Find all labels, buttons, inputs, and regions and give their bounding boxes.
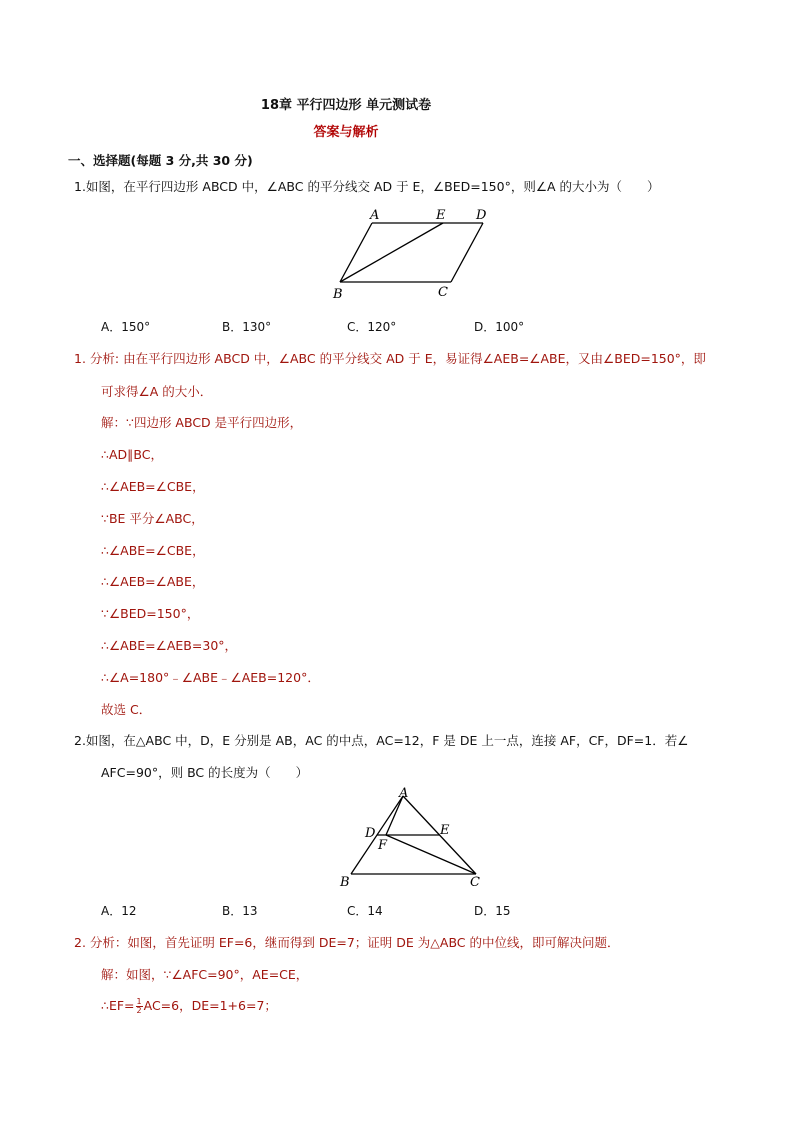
q2-triangle-figure (336, 785, 496, 891)
q2-solution-line2 (101, 996, 277, 1015)
q1-solution-step: ∴∠AEB=∠CBE， (101, 479, 205, 494)
q1-solution-step: ∴AD∥BC， (101, 447, 163, 462)
q1-parallelogram-figure (325, 204, 505, 302)
q1-option-c: C．120° (347, 320, 397, 334)
q1-label-D: D (476, 208, 487, 223)
q2-stem-line2: AFC=90°，则 BC 的长度为（ ） (101, 765, 309, 780)
q1-solution-step: ∴∠ABE=∠CBE， (101, 543, 205, 558)
q2-segment-AF (386, 796, 403, 835)
q1-solution-step: ∴∠A=180°﹣∠ABE﹣∠AEB=120°． (101, 670, 320, 685)
q2-option-c: C．14 (347, 904, 383, 918)
q1-option-a: A．150° (101, 320, 151, 334)
q2-label-C: C (470, 875, 480, 890)
q2-solution-line2-prefix: ∴EF= (101, 998, 135, 1013)
q2-stem-line1: 2.如图，在△ABC 中，D，E 分别是 AB，AC 的中点，AC=12，F 是 DE 上一点，连接 AF，CF，DF=1．若∠ (74, 733, 689, 748)
document-subtitle: 答案与解析 (313, 125, 379, 140)
fraction-one-half (136, 998, 143, 1015)
q1-solution-step: 故选 C． (101, 702, 152, 717)
q2-segment-FC (386, 835, 476, 874)
q1-label-E: E (436, 208, 446, 223)
q1-option-b: B．130° (222, 320, 272, 334)
fraction-numerator: 1 (136, 997, 142, 1006)
q1-solution-step: ∴∠AEB=∠ABE， (101, 574, 205, 589)
q2-label-A: A (399, 786, 409, 801)
q1-label-A: A (370, 208, 380, 223)
q2-solution-line2-suffix: AC=6，DE=1+6=7； (143, 998, 277, 1013)
q2-label-B: B (340, 875, 350, 890)
section-heading: 一、选择题(每题 3 分,共 30 分) (68, 153, 253, 168)
q1-label-C: C (438, 285, 448, 300)
q1-segment-CD (451, 223, 483, 282)
q1-analysis-line1: 1. 分析: 由在平行四边形 ABCD 中，∠ABC 的平分线交 AD 于 E，易证得∠AEB=∠ABE，又由∠BED=150°，即 (74, 351, 706, 366)
q2-label-D: D (365, 826, 376, 841)
q2-label-F: F (378, 838, 388, 853)
document-title: 18章 平行四边形 单元测试卷 (260, 98, 432, 113)
q2-option-b: B．13 (222, 904, 258, 918)
q1-solution-step: ∵BE 平分∠ABC， (101, 511, 204, 526)
q1-label-B: B (333, 287, 343, 302)
q2-option-a: A．12 (101, 904, 137, 918)
q1-solution-step: ∵∠BED=150°， (101, 606, 200, 621)
q2-analysis: 2. 分析：如图，首先证明 EF=6，继而得到 DE=7；证明 DE 为△ABC 的中位线，即可解决问题． (74, 935, 620, 950)
q2-solution-line1: 解：如图，∵∠AFC=90°，AE=CE， (101, 967, 309, 982)
q1-option-d: D．100° (474, 320, 525, 334)
q1-analysis-line2: 可求得∠A 的大小． (101, 384, 213, 399)
q1-solution-step: ∴∠ABE=∠AEB=30°， (101, 638, 238, 653)
q2-option-d: D．15 (474, 904, 511, 918)
q2-label-E: E (440, 823, 450, 838)
q1-solution-step: 解：∵四边形 ABCD 是平行四边形， (101, 415, 303, 430)
fraction-denominator: 2 (136, 1006, 142, 1015)
q1-stem: 1.如图，在平行四边形 ABCD 中，∠ABC 的平分线交 AD 于 E，∠BED=150°，则∠A 的大小为（ ） (74, 179, 660, 194)
